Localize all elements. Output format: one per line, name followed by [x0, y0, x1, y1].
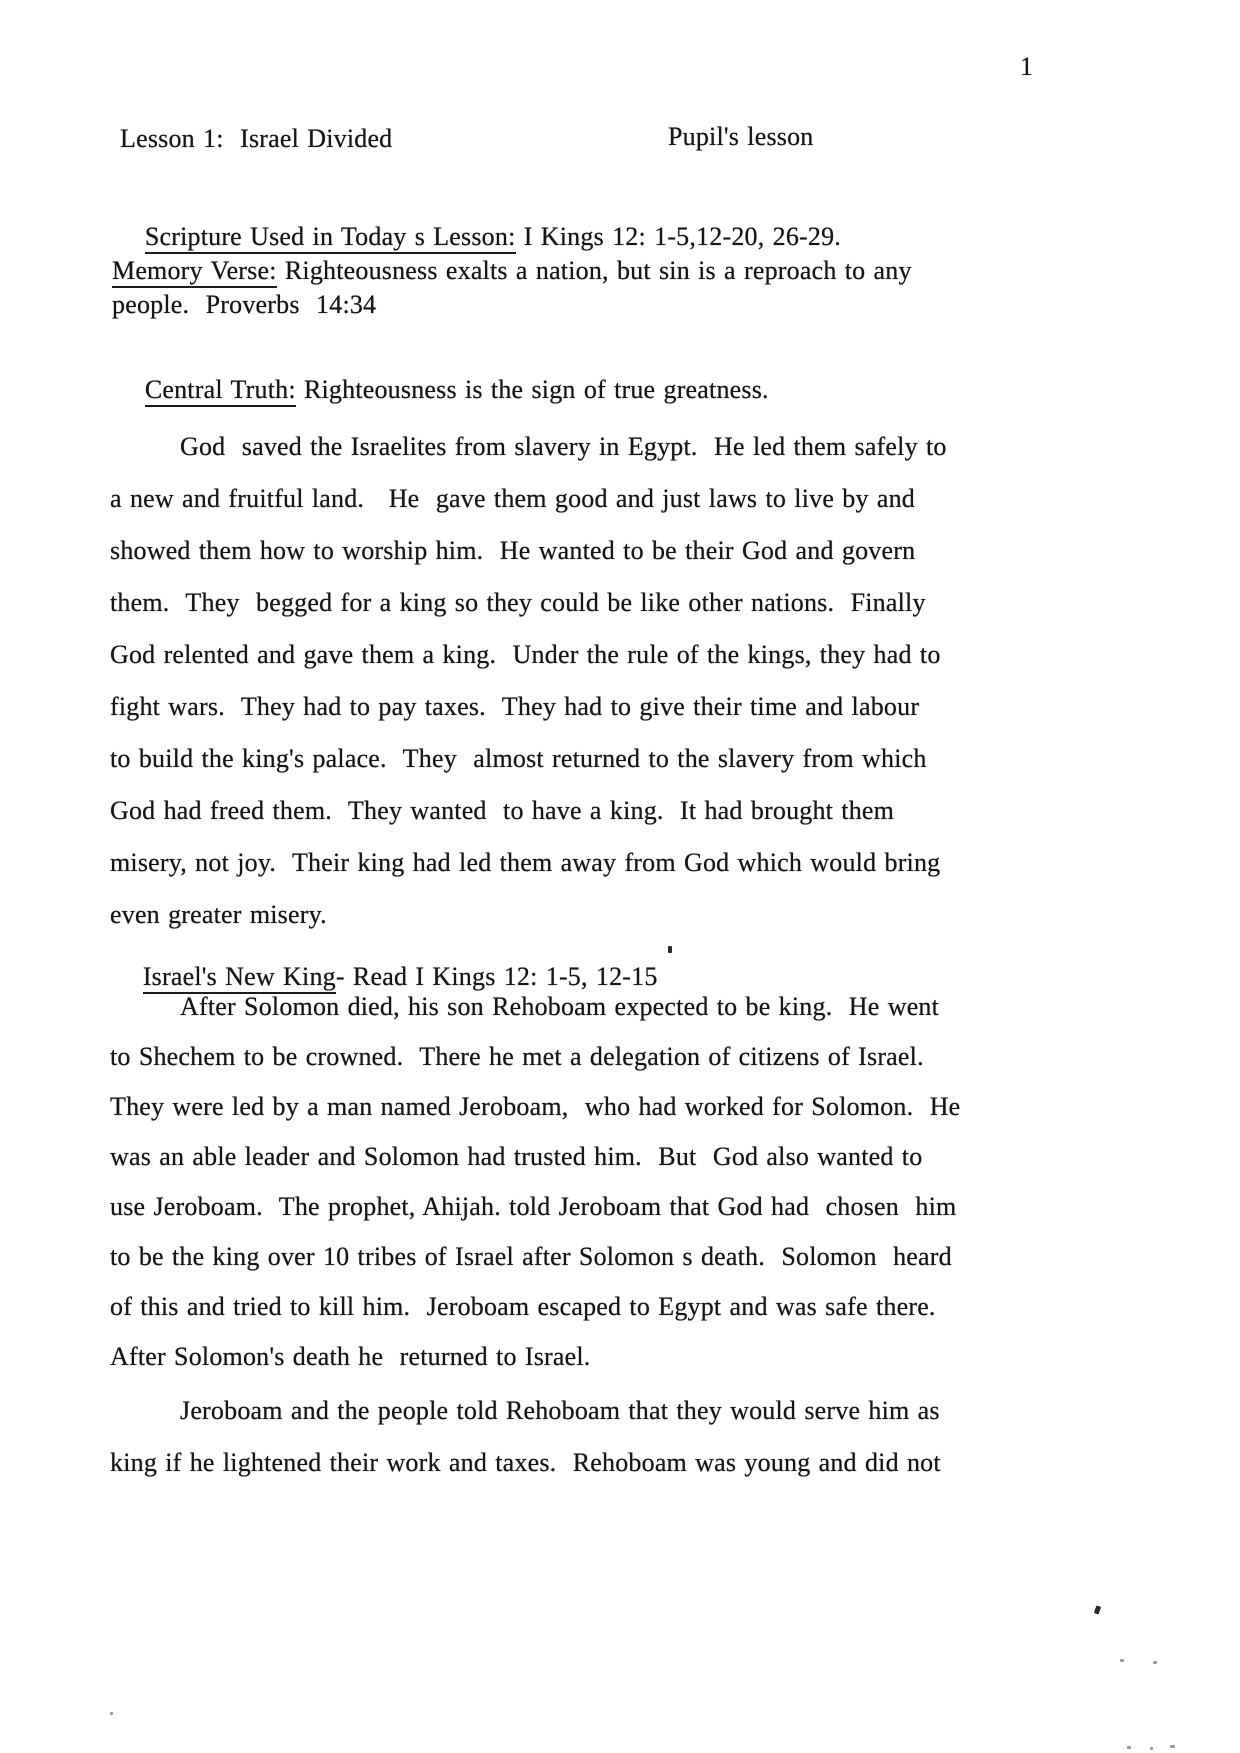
scan-speck: [1170, 1745, 1175, 1748]
memory-verse-line2: people. Proverbs 14:34: [112, 290, 377, 319]
paragraph-1: [110, 421, 947, 941]
memory-verse-text: Righteousness exalts a nation, but sin is a reproach to any: [276, 256, 912, 285]
scan-speck: [1094, 1605, 1101, 1614]
text-line: even greater misery.: [110, 900, 327, 929]
page-number: 1: [1020, 52, 1034, 81]
text-line: showed them how to worship him. He wanted to be their God and govern: [110, 536, 916, 565]
text-line: God saved the Israelites from slavery in Egypt. He led them safely to: [180, 432, 947, 461]
paragraph-3: [110, 1385, 941, 1489]
scripture-reference: I Kings 12: 1-5,12-20, 26-29.: [515, 222, 841, 251]
text-line: Jeroboam and the people told Rehoboam that they would serve him as: [180, 1396, 940, 1425]
text-line: After Solomon's death he returned to Israel.: [110, 1342, 591, 1371]
text-line: misery, not joy. Their king had led them away from God which would bring: [110, 848, 941, 877]
central-truth-text: Righteousness is the sign of true greatness.: [295, 375, 769, 404]
section-heading-label: Israel's New King: [143, 962, 336, 994]
text-line: They were led by a man named Jeroboam, who had worked for Solomon. He: [110, 1092, 961, 1121]
scan-speck: [1120, 1659, 1124, 1662]
text-line: God relented and gave them a king. Under the rule of the kings, they had to: [110, 640, 941, 669]
scripture-label: Scripture Used in Today s Lesson:: [145, 222, 516, 254]
text-line: them. They begged for a king so they could be like other nations. Finally: [110, 588, 926, 617]
paragraph-2: [110, 982, 960, 1382]
scan-speck: [110, 1712, 113, 1715]
scan-speck: [1127, 1746, 1131, 1749]
scan-speck: [668, 946, 672, 953]
memory-verse-label: Memory Verse:: [112, 256, 277, 288]
scan-speck: [1153, 1661, 1157, 1664]
memory-verse-line1: [112, 254, 912, 288]
text-line: was an able leader and Solomon had trusted him. But God also wanted to: [110, 1142, 923, 1171]
scan-speck: [1150, 1747, 1153, 1750]
lesson-type-label: Pupil's lesson: [668, 122, 814, 151]
text-line: king if he lightened their work and taxes. Rehoboam was young and did not: [110, 1448, 941, 1477]
lesson-title: Lesson 1: Israel Divided: [120, 124, 393, 153]
text-line: use Jeroboam. The prophet, Ahijah. told Jeroboam that God had chosen him: [110, 1192, 957, 1221]
text-line: God had freed them. They wanted to have a king. It had brought them: [110, 796, 895, 825]
section-heading-reference: - Read I Kings 12: 1-5, 12-15: [335, 962, 658, 991]
text-line: fight wars. They had to pay taxes. They had to give their time and labour: [110, 692, 920, 721]
text-line: to build the king's palace. They almost returned to the slavery from which: [110, 744, 927, 773]
text-line: a new and fruitful land. He gave them good and just laws to live by and: [110, 484, 916, 513]
text-line: of this and tried to kill him. Jeroboam escaped to Egypt and was safe there.: [110, 1292, 936, 1321]
text-line: After Solomon died, his son Rehoboam expected to be king. He went: [180, 992, 940, 1021]
text-line: to Shechem to be crowned. There he met a delegation of citizens of Israel.: [110, 1042, 924, 1071]
central-truth-label: Central Truth:: [145, 375, 296, 407]
memory-verse: [112, 254, 912, 322]
text-line: to be the king over 10 tribes of Israel after Solomon s death. Solomon heard: [110, 1242, 952, 1271]
